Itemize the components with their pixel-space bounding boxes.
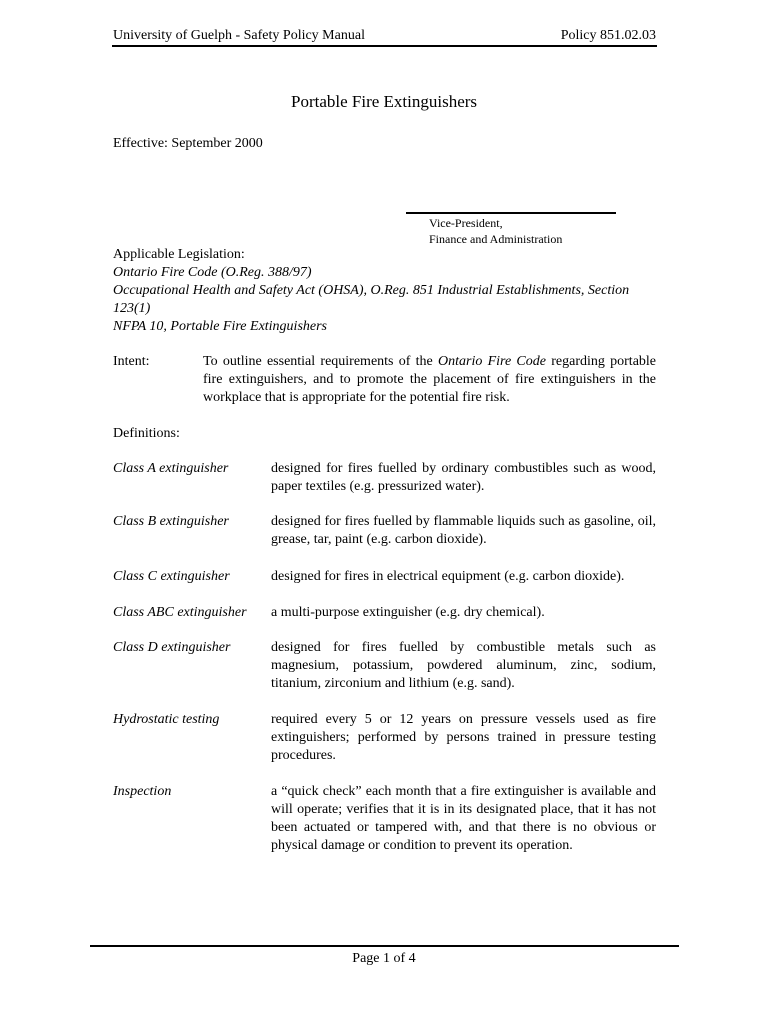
legislation-item: Ontario Fire Code (O.Reg. 388/97) (113, 265, 312, 280)
intent-text (203, 353, 656, 407)
legislation-section (113, 246, 658, 336)
definition-text: required every 5 or 12 years on pressure vessels used as fire extinguishers; performed by persons trained in pressure testing procedures. (271, 712, 656, 763)
definition-term: Inspection (113, 784, 172, 799)
page-number: Page 1 of 4 (352, 951, 416, 966)
intent-text-fire-code: Ontario Fire Code (438, 354, 546, 369)
definition-term: Class C extinguisher (113, 569, 230, 584)
definition-text: designed for fires fuelled by combustible metals such as magnesium, potassium, powdered aluminum, zinc, sodium, titanium, zirconium and lithium (e.g. sand). (271, 640, 656, 691)
definition-term: Hydrostatic testing (113, 712, 220, 727)
definition-text: a multi-purpose extinguisher (e.g. dry chemical). (271, 605, 545, 620)
legislation-item: NFPA 10, Portable Fire Extinguishers (113, 319, 328, 334)
definition-term: Class A extinguisher (113, 461, 229, 476)
intent-text-end: regarding portable fire extinguishers, and to promote the placement of fire extinguishers in the workplace that is appropriate for the potential fire risk. (203, 354, 657, 405)
definition-text: designed for fires fuelled by ordinary combustibles such as wood, paper textiles (e.g. pressurized water). (271, 461, 656, 494)
definition-term: Class ABC extinguisher (113, 605, 247, 620)
footer-rule (90, 945, 679, 947)
definition-text: designed for fires fuelled by flammable liquids such as gasoline, oil, grease, tar, paint (e.g. carbon dioxide). (271, 514, 656, 547)
definition-term: Class B extinguisher (113, 514, 229, 529)
document-title: Portable Fire Extinguishers (290, 92, 478, 111)
definition-text: a “quick check” each month that a fire extinguisher is available and will operate; verifies that it is in its designated place, that it has not been actuated or tampered with, and that there is no obvious or physical damage or condition to prevent its operation. (271, 784, 656, 853)
signatory-title: Vice-President, (429, 216, 503, 230)
legislation-item: Occupational Health and Safety Act (OHSA), O.Reg. 851 Industrial Establishments, Section 123(1) (113, 283, 630, 316)
definitions-heading: Definitions: (113, 426, 180, 441)
header-policy-number: Policy 851.02.03 (560, 28, 656, 43)
signatory-department: Finance and Administration (429, 232, 563, 246)
legislation-heading: Applicable Legislation: (113, 247, 245, 262)
header-rule (112, 45, 657, 47)
definition-term: Class D extinguisher (113, 640, 231, 655)
effective-date: Effective: September 2000 (113, 136, 263, 151)
header-manual-title: University of Guelph - Safety Policy Manual (113, 28, 365, 43)
definition-text: designed for fires in electrical equipment (e.g. carbon dioxide). (271, 569, 625, 584)
intent-text-start: To outline essential requirements of the (203, 354, 439, 369)
intent-label: Intent: (113, 354, 150, 369)
signature-line (406, 212, 616, 214)
